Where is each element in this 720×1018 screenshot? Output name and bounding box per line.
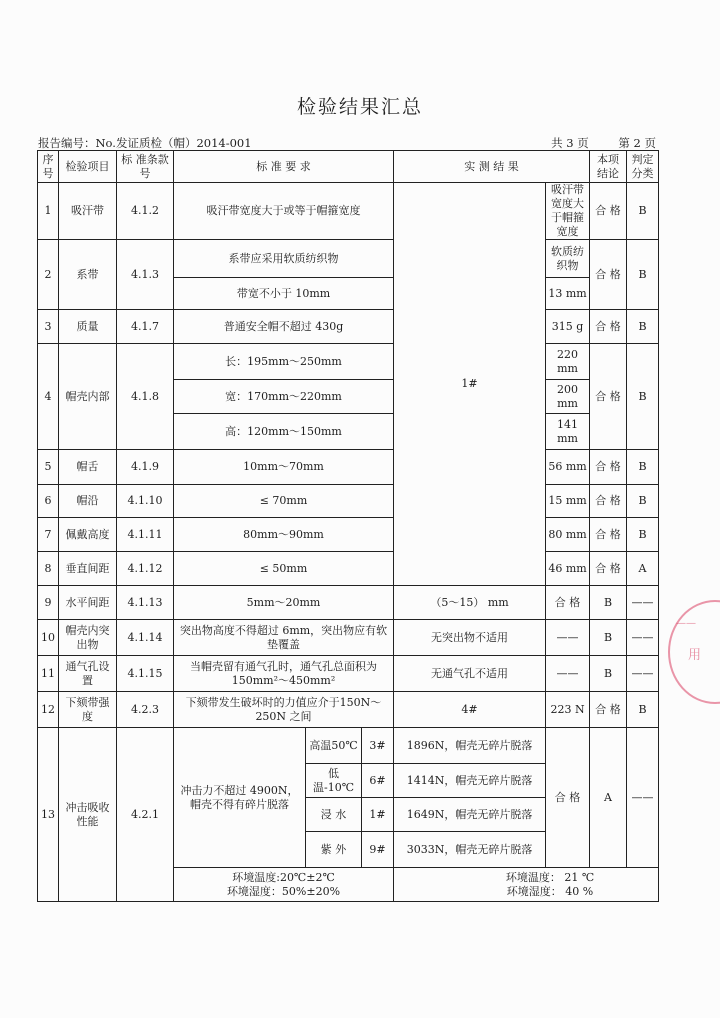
row-remark: —— [627, 586, 659, 620]
row-item: 通气孔设置 [59, 656, 117, 692]
row-conclusion: 合 格 [590, 552, 627, 586]
header-result: 实 测 结 果 [394, 151, 590, 183]
row-item: 吸汗带 [59, 183, 117, 240]
row-requirement: 5mm～20mm [174, 586, 394, 620]
current-page: 第 2 页 [618, 136, 656, 150]
header-conclusion: 本项结论 [590, 151, 627, 183]
row-class: B [627, 344, 659, 450]
row-result: 无通气孔不适用 [394, 656, 546, 692]
environment-actual [394, 868, 659, 902]
official-seal-stamp: —— 用 [668, 600, 720, 704]
row-class: B [627, 692, 659, 728]
row-result: 3033N，帽壳无碎片脱落 [394, 832, 546, 868]
row-conclusion: —— [546, 656, 590, 692]
row-conclusion: 合 格 [590, 240, 627, 310]
env-actual-temp: 环境温度： 21 ℃ [505, 870, 595, 884]
row-item: 帽沿 [59, 485, 117, 518]
row-clause: 4.1.10 [117, 485, 174, 518]
row-requirement: 带宽不小于 10mm [174, 278, 394, 310]
sample-4: 4# [394, 692, 546, 728]
row-remark: —— [627, 728, 659, 868]
table-row [38, 586, 659, 620]
row-clause: 4.1.15 [117, 656, 174, 692]
row-result: 141 mm [546, 414, 590, 450]
row-remark: —— [627, 656, 659, 692]
row-conclusion: 合 格 [590, 518, 627, 552]
row-item: 冲击吸收性能 [59, 728, 117, 902]
row-class: B [627, 450, 659, 485]
row-remark: —— [627, 620, 659, 656]
sample-1: 1# [394, 183, 546, 586]
condition-high-temp: 高温50℃ [306, 728, 362, 764]
row-seq: 1 [38, 183, 59, 240]
row-class: B [627, 240, 659, 310]
condition-low-temp: 低温-10℃ [306, 764, 362, 798]
row-result: 13 mm [546, 278, 590, 310]
row-clause: 4.1.9 [117, 450, 174, 485]
stamp-text: 用 [688, 648, 702, 663]
row-class: B [590, 586, 627, 620]
table-row [38, 552, 659, 586]
row-item: 佩戴高度 [59, 518, 117, 552]
row-result: 吸汗带宽度大于帽箍宽度 [546, 183, 590, 240]
row-class: B [627, 485, 659, 518]
row-seq: 8 [38, 552, 59, 586]
row-item: 系带 [59, 240, 117, 310]
table-row [38, 240, 659, 278]
row-requirement: 突出物高度不得超过 6mm，突出物应有软垫覆盖 [174, 620, 394, 656]
report-number: 报告编号：No.发证质检（帽）2014-001 [38, 136, 252, 150]
row-result: 200 mm [546, 380, 590, 414]
row-requirement: 冲击力不超过 4900N，帽壳不得有碎片脱落 [174, 728, 306, 868]
row-conclusion: 合 格 [590, 310, 627, 344]
row-class: B [627, 518, 659, 552]
row-conclusion: 合 格 [546, 586, 590, 620]
row-clause: 4.1.14 [117, 620, 174, 656]
row-conclusion: 合 格 [590, 450, 627, 485]
row-result: 15 mm [546, 485, 590, 518]
page-title: 检验结果汇总 [296, 96, 423, 118]
row-requirement: 长：195mm～250mm [174, 344, 394, 380]
row-requirement: 高：120mm～150mm [174, 414, 394, 450]
row-item: 垂直间距 [59, 552, 117, 586]
row-seq: 6 [38, 485, 59, 518]
environment-requirement [174, 868, 394, 902]
row-clause: 4.1.2 [117, 183, 174, 240]
row-conclusion: 合 格 [590, 485, 627, 518]
row-requirement: 吸汗带宽度大于或等于帽箍宽度 [174, 183, 394, 240]
row-clause: 4.2.3 [117, 692, 174, 728]
row-conclusion: —— [546, 620, 590, 656]
sample-9: 9# [362, 832, 394, 868]
header-clause: 标 准条款号 [117, 151, 174, 183]
row-conclusion: 合 格 [590, 344, 627, 450]
row-item: 帽壳内部 [59, 344, 117, 450]
header-item: 检验项目 [59, 151, 117, 183]
row-seq: 2 [38, 240, 59, 310]
row-result: 220 mm [546, 344, 590, 380]
row-item: 水平间距 [59, 586, 117, 620]
row-conclusion: 合 格 [546, 728, 590, 868]
row-seq: 4 [38, 344, 59, 450]
row-requirement: ≤ 50mm [174, 552, 394, 586]
row-result: 56 mm [546, 450, 590, 485]
row-item: 帽舌 [59, 450, 117, 485]
row-class: B [590, 620, 627, 656]
row-item: 帽壳内突出物 [59, 620, 117, 656]
results-table [37, 150, 659, 902]
table-row [38, 450, 659, 485]
row-requirement: 当帽壳留有通气孔时，通气孔总面积为 150mm²～450mm² [174, 656, 394, 692]
row-result: 1896N，帽壳无碎片脱落 [394, 728, 546, 764]
row-seq: 13 [38, 728, 59, 902]
sample-3: 3# [362, 728, 394, 764]
row-requirement: 下颏带发生破坏时的力值应介于150N～250N 之间 [174, 692, 394, 728]
row-item: 质量 [59, 310, 117, 344]
row-requirement: 10mm～70mm [174, 450, 394, 485]
row-seq: 7 [38, 518, 59, 552]
table-row [38, 728, 659, 764]
row-clause: 4.1.13 [117, 586, 174, 620]
row-clause: 4.1.8 [117, 344, 174, 450]
table-row [38, 656, 659, 692]
header-row [38, 151, 659, 183]
row-clause: 4.1.11 [117, 518, 174, 552]
table-row [38, 485, 659, 518]
condition-uv: 紫 外 [306, 832, 362, 868]
sample-6: 6# [362, 764, 394, 798]
row-class: A [627, 552, 659, 586]
row-requirement: 系带应采用软质纺织物 [174, 240, 394, 278]
table-row [38, 344, 659, 380]
row-conclusion: 合 格 [590, 692, 627, 728]
header-seq: 序号 [38, 151, 59, 183]
env-actual-humidity: 环境湿度： 40 % [506, 884, 594, 898]
row-requirement: 80mm～90mm [174, 518, 394, 552]
row-result: 1649N，帽壳无碎片脱落 [394, 798, 546, 832]
row-requirement: 普通安全帽不超过 430g [174, 310, 394, 344]
row-result: 无突出物不适用 [394, 620, 546, 656]
row-requirement: 宽：170mm～220mm [174, 380, 394, 414]
row-seq: 5 [38, 450, 59, 485]
total-pages: 共 3 页 [551, 136, 589, 150]
row-conclusion: 合 格 [590, 183, 627, 240]
env-req-humidity: 环境湿度：50%±20% [226, 884, 341, 898]
row-class: B [627, 310, 659, 344]
page-indicator [551, 135, 656, 151]
header-requirement: 标 准 要 求 [174, 151, 394, 183]
table-row [38, 692, 659, 728]
row-class: A [590, 728, 627, 868]
table-row [38, 518, 659, 552]
env-req-temp: 环境温度:20℃±2℃ [232, 870, 335, 884]
row-item: 下颏带强度 [59, 692, 117, 728]
row-result: 1414N，帽壳无碎片脱落 [394, 764, 546, 798]
row-class: B [627, 183, 659, 240]
row-result: 46 mm [546, 552, 590, 586]
header-class: 判定分类 [627, 151, 659, 183]
row-clause: 4.1.7 [117, 310, 174, 344]
row-result: （5～15） mm [394, 586, 546, 620]
row-seq: 11 [38, 656, 59, 692]
row-seq: 12 [38, 692, 59, 728]
condition-water: 浸 水 [306, 798, 362, 832]
row-clause: 4.2.1 [117, 728, 174, 902]
row-result: 软质纺织物 [546, 240, 590, 278]
table-row [38, 620, 659, 656]
table-row [38, 183, 659, 240]
row-seq: 3 [38, 310, 59, 344]
row-class: B [590, 656, 627, 692]
row-result: 315 g [546, 310, 590, 344]
row-seq: 10 [38, 620, 59, 656]
row-result: 223 N [546, 692, 590, 728]
sample-1: 1# [362, 798, 394, 832]
row-requirement: ≤ 70mm [174, 485, 394, 518]
table-row [38, 310, 659, 344]
row-seq: 9 [38, 586, 59, 620]
row-clause: 4.1.3 [117, 240, 174, 310]
row-result: 80 mm [546, 518, 590, 552]
row-clause: 4.1.12 [117, 552, 174, 586]
